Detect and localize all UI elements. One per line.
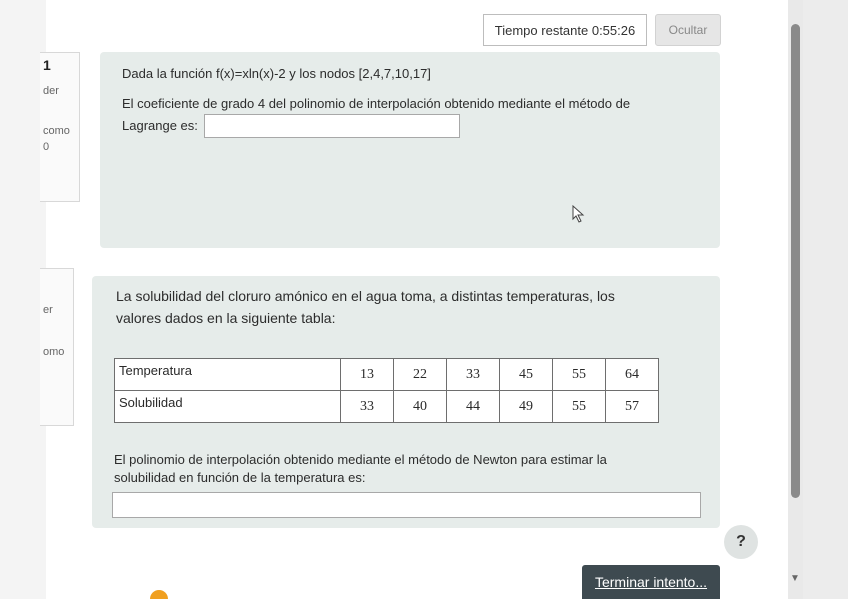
table-cell: 49 [500,391,553,423]
question-number: 1 [43,57,51,73]
help-button[interactable]: ? [724,525,758,559]
quiz-nav-card-1[interactable] [40,52,80,202]
table-cell: 55 [553,391,606,423]
quiz-nav-card-2[interactable] [40,268,74,426]
scrollbar-thumb[interactable] [791,24,800,498]
question-2-prompt-2: solubilidad en función de la temperatura es: [114,470,366,485]
finish-attempt-button[interactable]: Terminar intento... [582,565,720,599]
table-row [115,391,659,423]
newton-answer-input[interactable] [112,492,701,518]
question-2-intro-2: valores dados en la siguiente tabla: [116,310,336,326]
question-2-prompt-1: El polinomio de interpolación obtenido mediante el método de Newton para estimar la [114,452,607,467]
side-text: er [43,304,53,316]
row-header: Temperatura [115,359,341,391]
question-1-line-3: Lagrange es: [122,118,198,133]
row-header: Solubilidad [115,391,341,423]
side-text: omo [43,346,65,358]
taskbar-app-icon[interactable] [150,590,168,599]
right-bezel [803,0,848,599]
table-row [115,359,659,391]
hide-timer-button[interactable]: Ocultar [655,14,721,46]
question-1-card [100,52,720,248]
table-cell: 40 [394,391,447,423]
side-text: der [43,85,59,97]
table-cell: 33 [341,391,394,423]
table-cell: 55 [553,359,606,391]
solubility-table [114,358,659,423]
table-cell: 13 [341,359,394,391]
side-text: 0 [43,141,50,153]
table-cell: 22 [394,359,447,391]
time-remaining: Tiempo restante 0:55:26 [483,14,647,46]
question-1-line-2: El coeficiente de grado 4 del polinomio de interpolación obtenido mediante el método de [122,96,631,111]
side-text: como [43,125,70,137]
table-cell: 64 [606,359,659,391]
question-1-line-1: Dada la función f(x)=xln(x)-2 y los nodos [2,4,7,10,17] [122,66,431,81]
mouse-cursor-icon [572,205,586,223]
question-2-intro-1: La solubilidad del cloruro amónico en el agua toma, a distintas temperaturas, los [116,288,615,304]
lagrange-answer-input[interactable] [204,114,460,138]
table-cell: 33 [447,359,500,391]
table-cell: 57 [606,391,659,423]
table-cell: 44 [447,391,500,423]
scroll-down-arrow-icon[interactable]: ▼ [790,573,800,584]
table-cell: 45 [500,359,553,391]
